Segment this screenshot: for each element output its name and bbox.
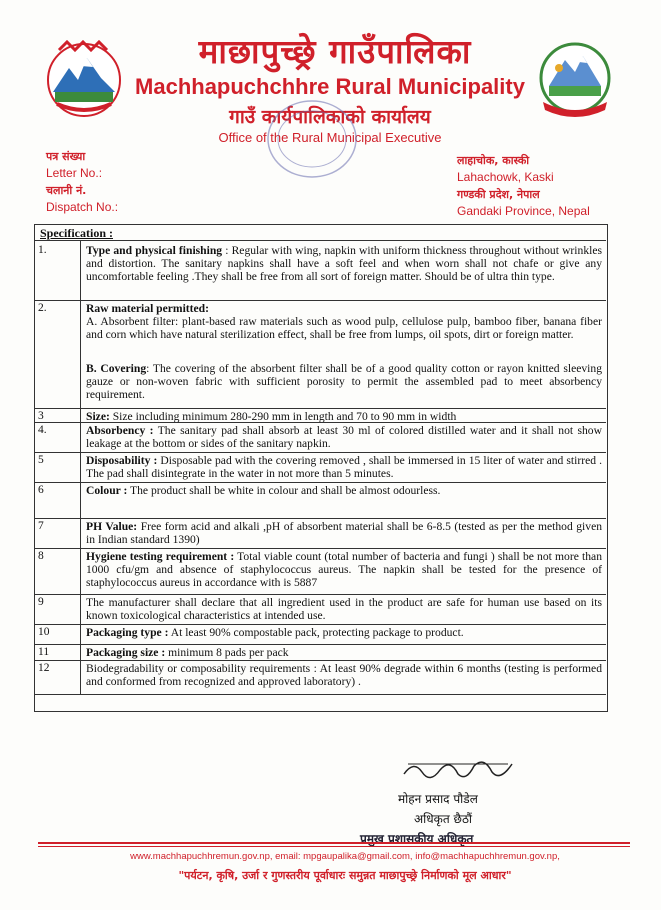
letter-no-nepali-label: पत्र संख्या — [46, 150, 86, 163]
address-line2: Gandaki Province, Nepal — [457, 204, 590, 218]
spec-row-title: Colour : — [86, 484, 128, 497]
spec-row-description: Free form acid and alkali ,pH of absorbent material shall be 6-8.5 (tested as per the method given in Indian standard 1390) — [86, 520, 603, 547]
spec-row-number: 9 — [38, 596, 44, 608]
letter-dispatch-block — [46, 148, 118, 216]
address-line1-nepali: लाहाचोक, कास्की — [457, 154, 530, 167]
address-block — [457, 152, 590, 220]
spec-row-description: Biodegradability or composability requirements : At least 90% degrade within 6 months (testing is performed and conformed from recognized and approved laboratory) . — [86, 662, 602, 689]
office-name-english: Office of the Rural Municipal Executive — [218, 130, 442, 145]
spec-row-description: The sanitary pad shall absorb at least 30 ml of colored distilled water and it shall not show leakage at the bottom or sides of the sanitary napkin. — [86, 424, 602, 451]
table-row-divider — [34, 452, 606, 453]
dispatch-no-nepali-label: चलानी नं. — [46, 184, 87, 197]
spec-row-text — [86, 646, 602, 659]
table-row-divider — [34, 694, 606, 695]
spec-row-text — [86, 454, 602, 480]
table-row-divider — [34, 644, 606, 645]
office-seal-icon — [262, 95, 362, 183]
spec-row-number: 2. — [38, 302, 47, 314]
signatory-stamp: प्रमुख प्रशासकीय अधिकृत — [360, 832, 474, 846]
table-row-divider — [34, 624, 606, 625]
spec-row-title: Type and physical finishing — [86, 244, 223, 257]
spec-row-text — [86, 424, 602, 450]
dispatch-no-label: Dispatch No.: — [46, 200, 119, 214]
spec-row-title: Absorbency : — [86, 424, 154, 437]
spec-row-number: 12 — [38, 662, 50, 674]
spec-row-title: Size: — [86, 410, 110, 423]
footer-divider-thin — [38, 846, 630, 847]
spec-row-title: Hygiene testing requirement : — [86, 550, 235, 563]
footer-contact: www.machhapuchhremun.gov.np, email: mpgaupalika@gmail.com, info@machhapuchhremun.gov.np, — [130, 851, 560, 862]
spec-row-text: B. Covering: The covering of the absorbent filter shall be of a good quality cotton or rayon knitted sleeving gauze or non-woven fabric with sufficient porosity to permit the assembled pad to meet absorbency requirement. — [86, 362, 602, 402]
spec-row-number: 3 — [38, 410, 44, 422]
table-row-divider — [34, 594, 606, 595]
spec-row-text — [86, 662, 602, 688]
table-row-divider — [34, 408, 606, 409]
table-row-divider — [34, 422, 606, 423]
signature-mark-icon — [400, 752, 520, 788]
signatory-title: अधिकृत छैठौं — [414, 812, 473, 826]
table-divider — [34, 240, 606, 241]
spec-row-number: 8 — [38, 550, 44, 562]
address-line2-nepali: गण्डकी प्रदेश, नेपाल — [457, 188, 540, 201]
spec-row-description: Total viable count (total number of bacteria and fungi ) shall be not more than 1000 cfu/gm and absence of staphylococcus aureus. The napkin shall be tested for the presence of staphylococcus aureus in accordance with is 5887 — [86, 550, 602, 590]
spec-row-text — [86, 484, 602, 497]
spec-row-number: 7 — [38, 520, 44, 532]
spec-row-description: Size including minimum 280-290 mm in length and 70 to 90 mm in width — [112, 410, 457, 423]
spec-row-title: Disposability : — [86, 454, 158, 467]
spec-row-description: Disposable pad with the covering removed , shall be immersed in 15 liter of water and stirred . The pad shall disintegrate in the water in not more than 5 minutes. — [86, 454, 602, 481]
address-line1: Lahachowk, Kaski — [457, 170, 554, 184]
footer-divider — [38, 842, 630, 844]
table-row-divider — [34, 548, 606, 549]
table-row-divider — [34, 660, 606, 661]
spec-row-description: At least 90% compostable pack, protecting package to product. — [170, 626, 464, 639]
spec-row-title: B. Covering — [86, 362, 147, 375]
spec-row-title: PH Value: — [86, 520, 138, 533]
spec-row-description: Regular with wing, napkin with uniform thickness throughout without wrinkles and distortion. The sanitary napkins shall have a soft feel and when worn shall not chafe or give any uncomfortable feeling .They shall be free from all sort of foreign matter. Should be of ultra thin type. — [86, 244, 602, 284]
spec-row-text — [86, 550, 602, 590]
spec-row-number: 5 — [38, 454, 44, 466]
spec-row-description: The covering of the absorbent filter shall be of a good quality cotton or rayon knitted sleeving gauze or non-woven fabric with sufficient porosity to permit the assembled pad to meet absorbency requirement. — [86, 362, 602, 402]
spec-row-number: 11 — [38, 646, 50, 658]
spec-row-text — [86, 626, 602, 639]
office-name-nepali: गाउँ कार्यपालिकाको कार्यालय — [229, 106, 431, 128]
municipality-emblem-right-icon — [535, 38, 615, 122]
spec-row-title: Packaging type : — [86, 626, 169, 639]
municipality-emblem-left-icon — [45, 40, 123, 118]
spec-row-description: The manufacturer shall declare that all ingredient used in the product are safe for human use based on its known toxicological characteristics at intended use. — [86, 596, 602, 623]
letter-no-label: Letter No.: — [46, 166, 103, 180]
spec-row-number: 10 — [38, 626, 50, 638]
spec-row-number: 4. — [38, 424, 47, 436]
spec-row-number: 6 — [38, 484, 44, 496]
municipality-name-nepali: माछापुच्छ्रे गाउँपालिका — [198, 32, 472, 71]
spec-row-text — [86, 596, 602, 622]
municipality-name-english: Machhapuchchhre Rural Municipality — [135, 74, 525, 99]
table-column-divider — [80, 240, 81, 694]
signatory-name: मोहन प्रसाद पौडेल — [398, 792, 478, 806]
spec-row-number: 1. — [38, 244, 47, 256]
spec-row-description: A. Absorbent filter: plant-based raw materials such as wood pulp, cellulose pulp, bamboo fiber, banana fiber and corn which have natural sterilization effect, shall be free from lumps, oil spots, dirt or foreign matter. — [86, 315, 602, 342]
spec-row-title: Packaging size : — [86, 646, 166, 659]
spec-row-description: minimum 8 pads per pack — [168, 646, 289, 659]
footer-motto: "पर्यटन, कृषि, उर्जा र गुणस्तरीय पूर्वाधारः समुन्नत माछापुच्छ्रे निर्माणको मूल आधार" — [178, 869, 512, 882]
spec-row-title: Raw material permitted: — [86, 302, 209, 315]
spec-row-description: The product shall be white in colour and shall be almost odourless. — [130, 484, 441, 497]
specification-heading: Specification : — [40, 226, 113, 240]
table-row-divider — [34, 300, 606, 301]
spec-row-text — [86, 302, 602, 342]
table-row-divider — [34, 482, 606, 483]
spec-row-text — [86, 520, 602, 546]
table-row-divider — [34, 518, 606, 519]
spec-row-text: Type and physical finishing : Regular with wing, napkin with uniform thickness throughout without wrinkles and distortion. The sanitary napkins shall have a soft feel and when worn shall not chafe or give any uncomfortable feeling .They shall be free from all sort of foreign matter. Should be of ultra thin type. — [86, 244, 602, 284]
